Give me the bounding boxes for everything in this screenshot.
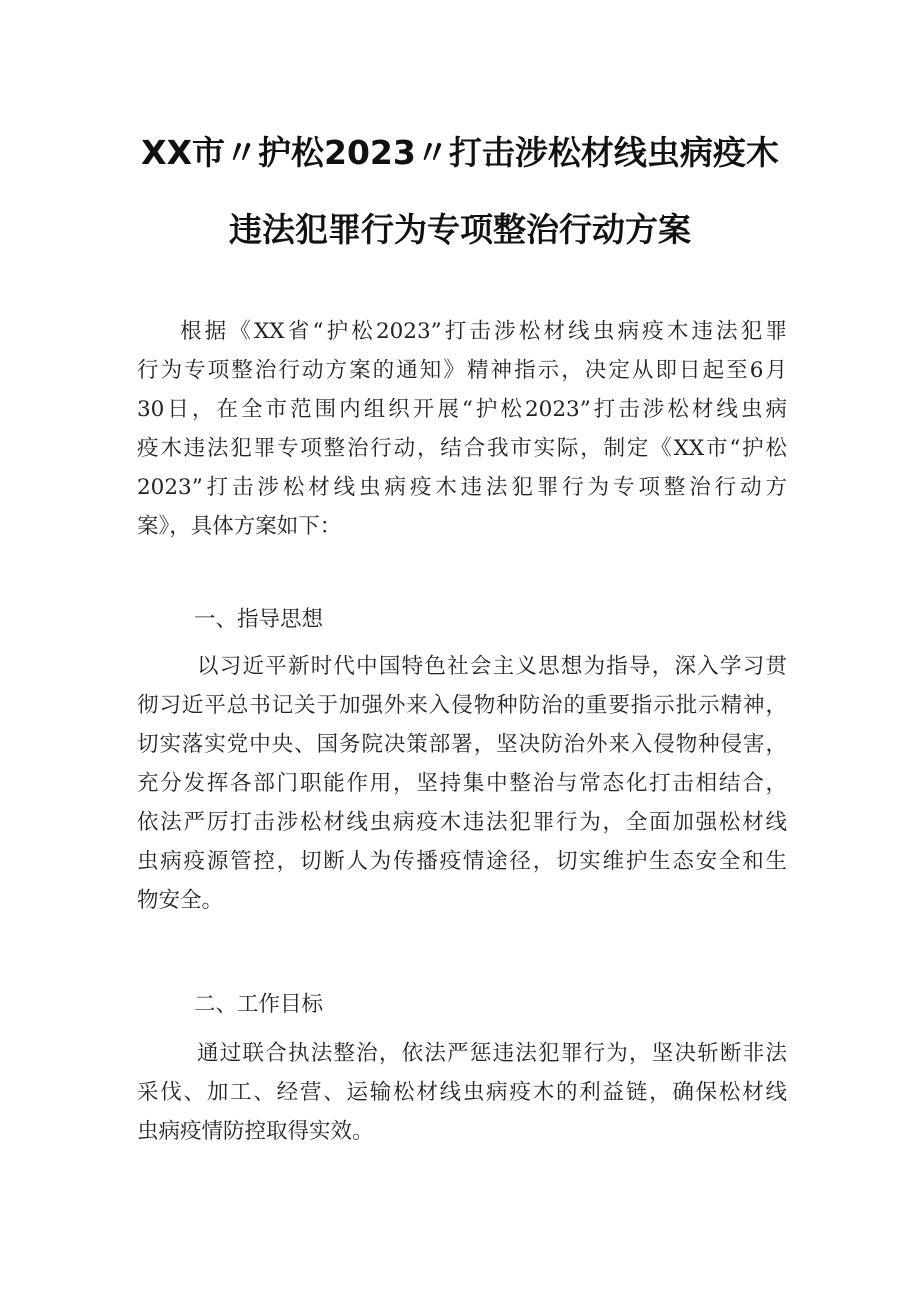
paragraph-line: 根据《XX省“护松2023”打击涉松材线虫病疫木违法犯罪 <box>180 319 787 344</box>
paragraph-line: 依法严厉打击涉松材线虫病疫木违法犯罪行为，全面加强松材线 <box>137 810 787 835</box>
section-heading-work-goals: 二、工作目标 <box>194 992 324 1017</box>
paragraph-line: 疫木违法犯罪专项整治行动，结合我市实际，制定《XX市“护松 <box>137 436 787 461</box>
document-title-line-2: 违法犯罪行为专项整治行动方案 <box>229 210 691 249</box>
paragraph-line: 案》，具体方案如下： <box>137 514 342 539</box>
paragraph-line: 2023”打击涉松材线虫病疫木违法犯罪行为专项整治行动方 <box>137 475 787 500</box>
paragraph-line: 以习近平新时代中国特色社会主义思想为指导，深入学习贯 <box>197 654 787 679</box>
paragraph-line: 采伐、加工、经营、运输松材线虫病疫木的利益链，确保松材线 <box>137 1080 787 1105</box>
paragraph-work-goals <box>137 1034 787 1151</box>
section-heading-guiding-ideology: 一、指导思想 <box>194 607 324 632</box>
paragraph-line: 30日，在全市范围内组织开展“护松2023”打击涉松材线虫病 <box>137 397 787 422</box>
document-title-line-1: XX市〃护松2023〃打击涉松材线虫病疫木 <box>141 133 779 172</box>
paragraph-line: 充分发挥各部门职能作用，坚持集中整治与常态化打击相结合， <box>137 771 787 796</box>
paragraph-line: 物安全。 <box>137 888 224 913</box>
paragraph-line: 行为专项整治行动方案的通知》精神指示，决定从即日起至6月 <box>137 358 787 383</box>
paragraph-guiding-ideology <box>137 647 787 920</box>
paragraph-line: 彻习近平总书记关于加强外来入侵物种防治的重要指示批示精神， <box>137 693 787 718</box>
paragraph-line: 切实落实党中央、国务院决策部署，坚决防治外来入侵物种侵害， <box>137 732 787 757</box>
paragraph-line: 虫病疫源管控，切断人为传播疫情途径，切实维护生态安全和生 <box>137 849 787 874</box>
paragraph-intro <box>137 312 787 546</box>
paragraph-line: 通过联合执法整治，依法严惩违法犯罪行为，坚决斩断非法 <box>197 1041 787 1066</box>
paragraph-line: 虫病疫情防控取得实效。 <box>137 1119 374 1144</box>
